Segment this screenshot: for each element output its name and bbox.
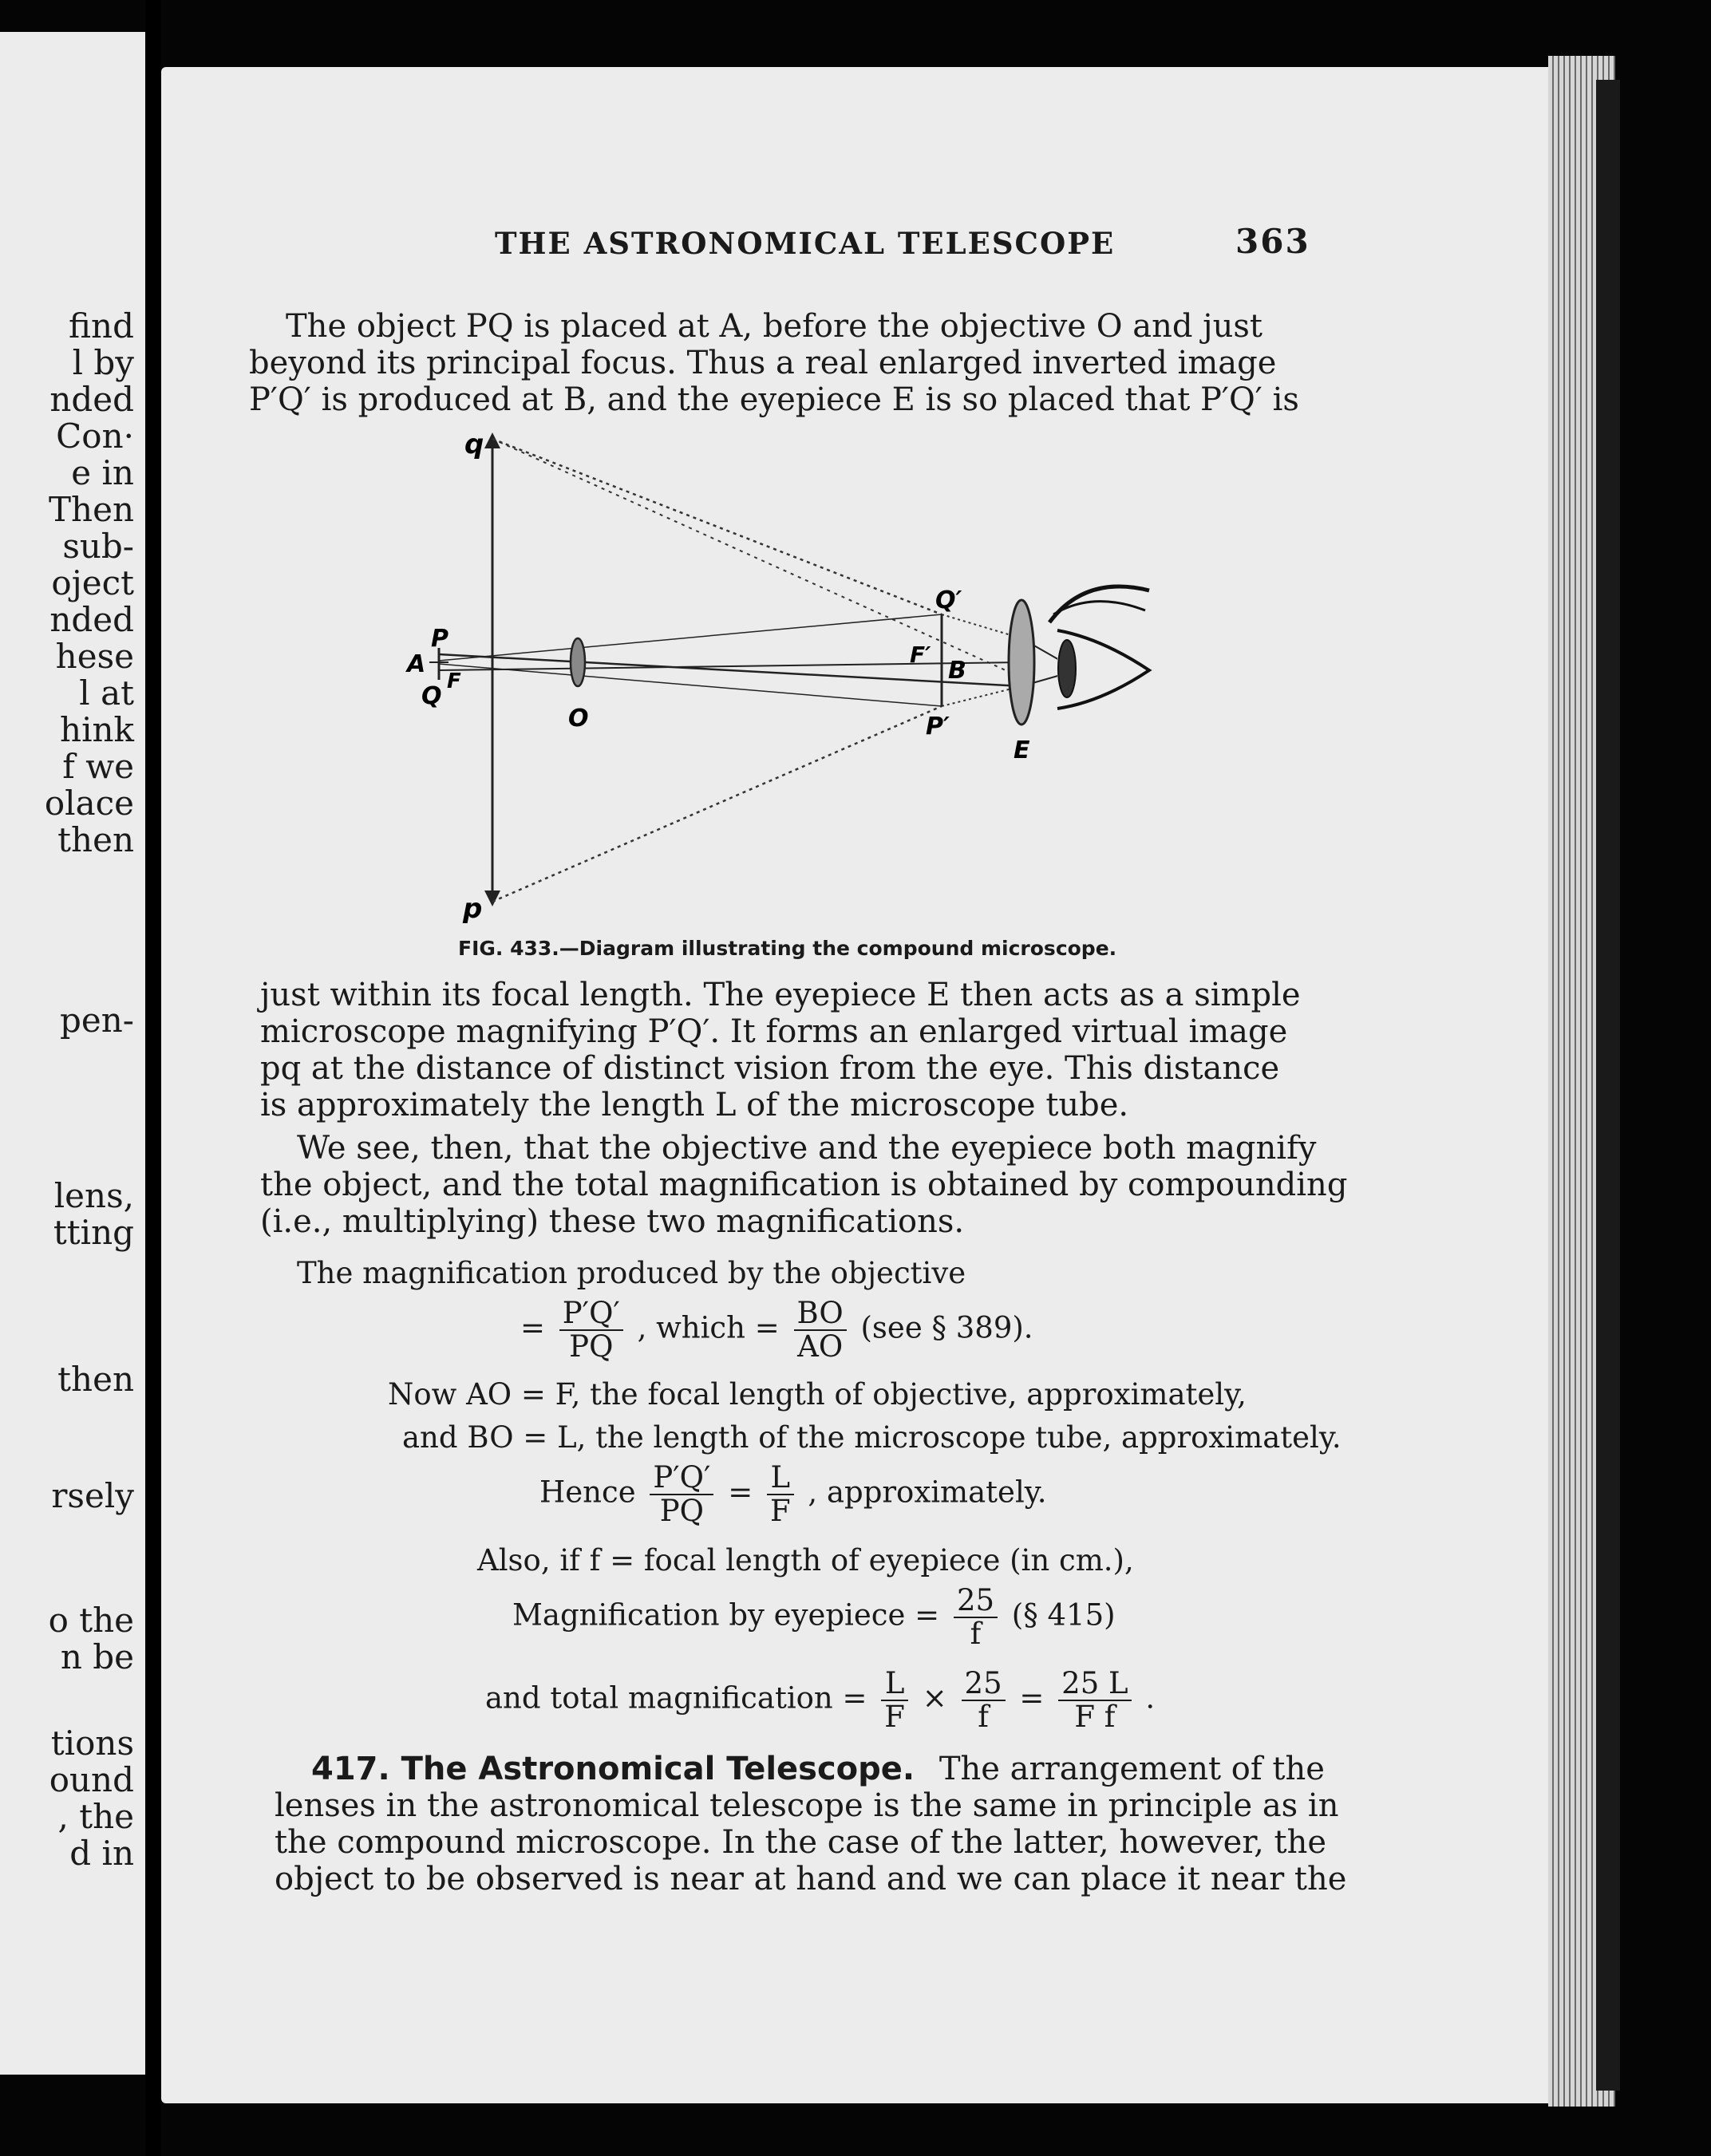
dotted-ray — [492, 439, 1006, 670]
equation-hence: Hence $\frac{P'Q'}{PQ}$ = $\frac{L}{F}$ , approximately. — [539, 1460, 1047, 1528]
eyepiece-lens-icon — [1009, 600, 1034, 725]
label-P-prime: P′ — [926, 713, 950, 740]
left-page-fragment: l at — [79, 673, 134, 713]
left-page-fragment: ound — [49, 1760, 134, 1799]
label-p: p — [463, 893, 483, 925]
equation-objective: = $\frac{P'Q'}{PQ}$ , which = $\frac{BO}{AO}$ (see § 389). — [520, 1296, 1033, 1364]
text-line: microscope magnifying P′Q′. It forms an enlarged virtual image — [260, 1013, 1288, 1050]
left-page-fragment: o the — [48, 1601, 134, 1640]
left-page-fragment: nded — [49, 600, 134, 639]
equation-total-magnification: and total magnification = $\frac{L}{F}$ × $\frac{25}{f}$ = $\frac{25 L}{\text{F f}}$ . — [485, 1666, 1156, 1734]
label-Q: Q — [421, 682, 442, 710]
section-first-line — [311, 1751, 1325, 1787]
equation-also: Also, if f = focal length of eyepiece (in cm.), — [477, 1543, 1134, 1578]
ray — [439, 654, 1021, 686]
left-page-fragment: hese — [55, 637, 134, 676]
equation-and: and BO = L, the length of the microscope tube, approximately. — [402, 1420, 1342, 1455]
left-page-fragment: tions — [50, 1724, 134, 1763]
label-B: B — [948, 657, 966, 685]
dotted-ray — [492, 439, 942, 614]
left-page-fragment: Con· — [56, 417, 134, 456]
ray — [439, 662, 1021, 670]
label-P: P — [431, 625, 448, 653]
label-E: E — [1014, 736, 1030, 764]
left-page-fragment: , the — [57, 1797, 134, 1836]
left-page-fragment: then — [57, 820, 134, 859]
eyebrow-icon — [1049, 586, 1149, 622]
page-number: 363 — [1235, 222, 1310, 261]
text-line: just within its focal length. The eyepiece E then acts as a simple — [260, 977, 1301, 1013]
text-line: P′Q′ is produced at B, and the eyepiece E is so placed that P′Q′ is — [249, 381, 1299, 418]
book-cover-edge — [1596, 80, 1620, 2091]
label-Q-prime: Q′ — [935, 586, 962, 614]
left-page-fragment: Then — [49, 490, 134, 529]
left-page-fragment: then — [57, 1360, 134, 1399]
left-page-fragment: tting — [53, 1213, 134, 1252]
text-line: (i.e., multiplying) these two magnifications. — [260, 1203, 965, 1240]
label-F: F — [447, 669, 461, 693]
text-line: the object, and the total magnification is obtained by compounding — [260, 1167, 1348, 1203]
microscope-diagram — [383, 423, 1181, 934]
arrow-up-icon — [484, 432, 500, 448]
left-page-fragment: lens, — [53, 1176, 134, 1215]
objective-lens-icon — [571, 638, 585, 686]
label-F-prime: F′ — [910, 642, 931, 668]
text-line: the compound microscope. In the case of the latter, however, the — [275, 1824, 1327, 1861]
figure-caption: FIG. 433.—Diagram illustrating the compound microscope. — [458, 937, 1117, 960]
left-page-fragment: nded — [49, 380, 134, 419]
left-page-fragment: pen- — [60, 1001, 134, 1040]
equation-eyepiece-magnification: Magnification by eyepiece = $\frac{25}{f}$ (§ 415) — [512, 1583, 1116, 1651]
left-page-fragment: l by — [72, 343, 134, 382]
section-heading: 417. The Astronomical Telescope. — [311, 1751, 915, 1787]
left-page-fragment: olace — [44, 784, 134, 823]
text-line: is approximately the length L of the microscope tube. — [260, 1087, 1129, 1123]
text-line: We see, then, that the objective and the eyepiece both magnify — [297, 1130, 1317, 1167]
eye-pupil-icon — [1058, 640, 1076, 697]
left-page-fragment: find — [69, 306, 134, 346]
left-page-fragment: e in — [71, 453, 134, 492]
equation-now: Now AO = F, the focal length of objective, approximately, — [388, 1377, 1247, 1412]
left-page-fragment: n be — [60, 1637, 134, 1676]
text-line: lenses in the astronomical telescope is the same in principle as in — [275, 1787, 1339, 1824]
book-gutter — [145, 0, 161, 2156]
text-line: The arrangement of the — [938, 1751, 1325, 1787]
left-page-fragment: rsely — [51, 1476, 134, 1515]
arrow-down-icon — [484, 890, 500, 906]
dotted-ray — [492, 706, 942, 902]
text-line: The object PQ is placed at A, before the objective O and just — [286, 308, 1263, 345]
ray — [439, 614, 942, 661]
left-page-fragment: d in — [69, 1834, 134, 1873]
text-line: object to be observed is near at hand and we can place it near the — [275, 1861, 1347, 1897]
label-A: A — [407, 650, 426, 678]
math-intro: The magnification produced by the objective — [297, 1256, 966, 1290]
label-O: O — [568, 705, 589, 732]
ray — [439, 664, 942, 706]
left-page-fragment: hink — [60, 710, 134, 749]
running-head: THE ASTRONOMICAL TELESCOPE — [495, 226, 1116, 261]
left-page-fragment: f we — [62, 747, 134, 786]
left-facing-page — [0, 32, 145, 2075]
left-page-fragment: oject — [51, 563, 134, 602]
text-line: beyond its principal focus. Thus a real enlarged inverted image — [249, 345, 1277, 381]
label-q: q — [464, 428, 484, 460]
text-line: pq at the distance of distinct vision from the eye. This distance — [260, 1050, 1280, 1087]
left-page-fragment: sub- — [62, 527, 134, 566]
